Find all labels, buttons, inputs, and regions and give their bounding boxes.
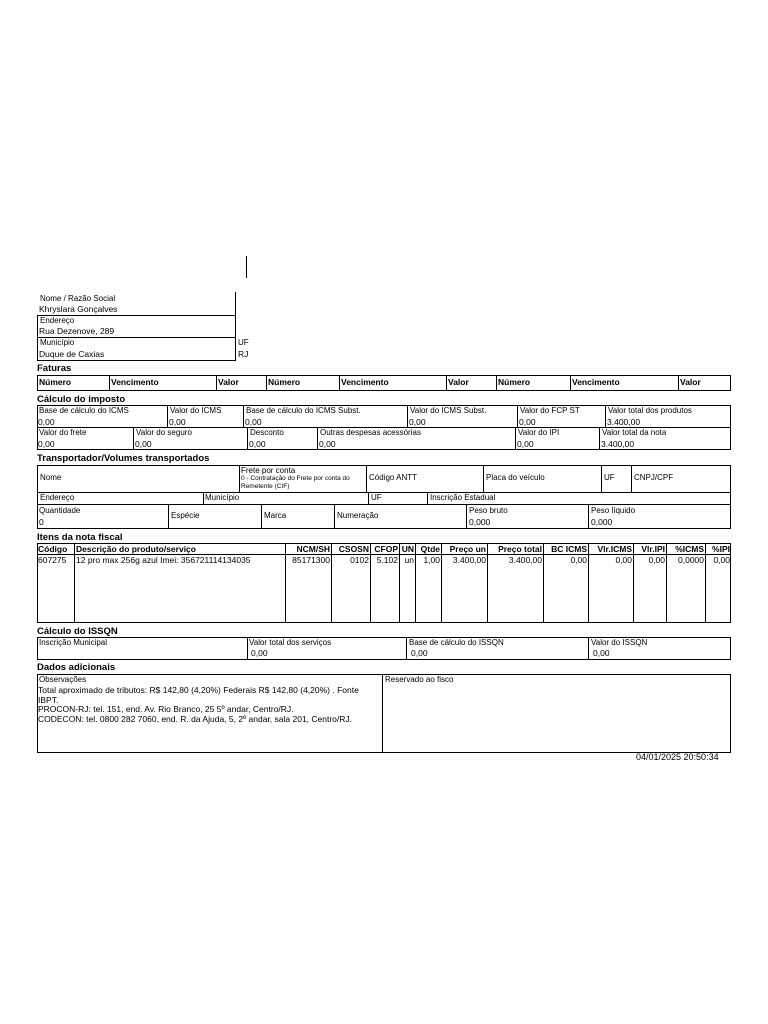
field-value: 0,00 <box>249 439 266 449</box>
transporte-title: Transportador/Volumes transportados <box>37 453 210 464</box>
uf-label: UF <box>238 338 249 347</box>
itens-header: Código <box>38 544 68 554</box>
field-value: 3.400,00 <box>601 439 635 449</box>
cnpj-label: CNPJ/CPF <box>634 473 674 482</box>
peso-bruto-value: 0,000 <box>469 517 491 527</box>
faturas-header: Número <box>268 377 301 387</box>
field-value: 0,00 <box>411 648 428 658</box>
itens-header: NCM/SH <box>296 544 330 554</box>
field-label: Valor do seguro <box>136 428 192 437</box>
item-csosn: 0102 <box>350 555 369 565</box>
issqn-title: Cálculo do ISSQN <box>37 626 118 637</box>
page-marker <box>246 256 247 278</box>
itens-header: Vlr.ICMS <box>597 544 632 554</box>
transporte-endereco-label: Endereço <box>40 493 75 502</box>
quantidade-value: 0 <box>39 517 44 527</box>
field-value: 0,00 <box>409 417 426 427</box>
field-value: 0,00 <box>593 648 610 658</box>
faturas-title: Faturas <box>37 363 72 374</box>
faturas-header: Valor <box>680 377 701 387</box>
itens-header: CFOP <box>374 544 398 554</box>
field-label: Base de cálculo do ICMS <box>39 406 129 415</box>
itens-header: BC ICMS <box>551 544 587 554</box>
especie-label: Espécie <box>171 511 200 520</box>
field-label: Valor total dos produtos <box>608 406 692 415</box>
quantidade-label: Quantidade <box>39 506 81 515</box>
obs-line: IBPT. <box>38 695 59 705</box>
item-pct-icms: 0,0000 <box>678 555 704 565</box>
item-ncm: 85171300 <box>292 555 330 565</box>
faturas-header: Vencimento <box>572 377 620 387</box>
frete-label: Frete por conta <box>241 466 296 475</box>
item-descricao: 12 pro max 256g azul Imei: 356721114134035 <box>76 555 251 565</box>
reservado-fisco-label: Reservado ao fisco <box>385 675 454 684</box>
field-value: 3.400,00 <box>607 417 641 427</box>
item-un: un <box>404 555 414 565</box>
field-label: Valor total da nota <box>602 428 667 437</box>
peso-liquido-value: 0,000 <box>591 517 613 527</box>
item-pct-ipi: 0,00 <box>713 555 730 565</box>
field-value: 0,00 <box>245 417 262 427</box>
transporte-nome-label: Nome <box>40 473 62 482</box>
faturas-header: Número <box>498 377 531 387</box>
faturas-header: Valor <box>218 377 239 387</box>
item-cfop: 5.102 <box>376 555 398 565</box>
ie-label: Inscrição Estadual <box>430 493 496 502</box>
placa-label: Placa do veículo <box>486 473 545 482</box>
faturas-header: Vencimento <box>111 377 159 387</box>
marca-label: Marca <box>264 511 287 520</box>
field-label: Valor do FCP ST <box>520 406 580 415</box>
nome-value: Khryslara Gonçalves <box>39 304 118 314</box>
itens-header: UN <box>401 544 414 554</box>
item-preco-un: 3.400,00 <box>452 555 486 565</box>
transporte-municipio-label: Município <box>205 493 240 502</box>
field-label: Valor do IPI <box>518 428 560 437</box>
faturas-header: Número <box>39 377 72 387</box>
item-vlr-icms: 0,00 <box>615 555 632 565</box>
imposto-title: Cálculo do imposto <box>37 394 126 405</box>
obs-line: CODECON: tel. 0800 282 7060, end. R. da Ajuda, 5, 2º andar, sala 201, Centro/RJ. <box>38 714 353 724</box>
field-value: 0,00 <box>519 417 536 427</box>
itens-header: %ICMS <box>675 544 704 554</box>
field-label: Valor do frete <box>39 428 87 437</box>
itens-header: %IPI <box>712 544 730 554</box>
item-vlr-ipi: 0,00 <box>648 555 665 565</box>
field-value: 0,00 <box>517 439 534 449</box>
municipio-value: Duque de Caxias <box>39 349 105 359</box>
frete-value: 0 - Contratação do Frete por conta do Remetente (CIF) <box>241 475 350 490</box>
peso-bruto-label: Peso bruto <box>469 506 508 515</box>
field-label: Inscrição Municipal <box>39 638 108 647</box>
itens-title: Itens da nota fiscal <box>37 532 123 543</box>
transporte-uf-label: UF <box>371 493 382 502</box>
peso-liquido-label: Peso líquido <box>591 506 636 515</box>
item-preco-total: 3.400,00 <box>508 555 542 565</box>
observacoes-label: Observações <box>39 675 87 684</box>
obs-line: Total aproximado de tributos: R$ 142,80 (4,20%) Federais R$ 142,80 (4,20%) . Fonte <box>38 685 359 695</box>
adicionais-title: Dados adicionais <box>37 662 116 673</box>
field-label: Base de cálculo do ISSQN <box>409 638 504 647</box>
itens-header: Preço un <box>449 544 486 554</box>
field-value: 0,00 <box>38 417 55 427</box>
itens-header: CSOSN <box>338 544 369 554</box>
itens-header: Preço total <box>498 544 542 554</box>
uf-label: UF <box>604 473 615 482</box>
uf-value: RJ <box>238 349 249 359</box>
field-value: 0,00 <box>38 439 55 449</box>
item-bc-icms: 0,00 <box>570 555 587 565</box>
faturas-header: Vencimento <box>341 377 389 387</box>
municipio-label: Município <box>40 338 75 347</box>
field-value: 0,00 <box>251 648 268 658</box>
field-label: Valor do ISSQN <box>591 638 648 647</box>
endereco-label: Endereço <box>40 316 75 325</box>
field-label: Outras despesas acessórias <box>320 428 421 437</box>
field-label: Valor do ICMS Subst. <box>410 406 487 415</box>
field-value: 0,00 <box>135 439 152 449</box>
numeracao-label: Numeração <box>337 511 379 520</box>
field-value: 0,00 <box>319 439 336 449</box>
field-label: Valor total dos serviços <box>249 638 332 647</box>
field-label: Valor do ICMS <box>170 406 222 415</box>
itens-header: Descrição do produto/serviço <box>76 544 196 554</box>
item-qtde: 1,00 <box>423 555 440 565</box>
itens-header: Qtde <box>420 544 440 554</box>
antt-label: Código ANTT <box>369 473 418 482</box>
faturas-header: Valor <box>448 377 469 387</box>
field-label: Desconto <box>250 428 284 437</box>
nome-label: Nome / Razão Social <box>40 294 116 303</box>
field-value: 0,00 <box>169 417 186 427</box>
print-timestamp: 04/01/2025 20:50:34 <box>636 752 719 762</box>
itens-header: Vlr.IPI <box>641 544 665 554</box>
field-label: Base de cálculo do ICMS Subst. <box>246 406 361 415</box>
obs-line: PROCON-RJ: tel. 151, end. Av. Rio Branco, 25 5º andar, Centro/RJ. <box>38 704 294 714</box>
item-codigo: 607275 <box>38 555 67 565</box>
endereco-value: Rua Dezenove, 289 <box>39 326 115 336</box>
